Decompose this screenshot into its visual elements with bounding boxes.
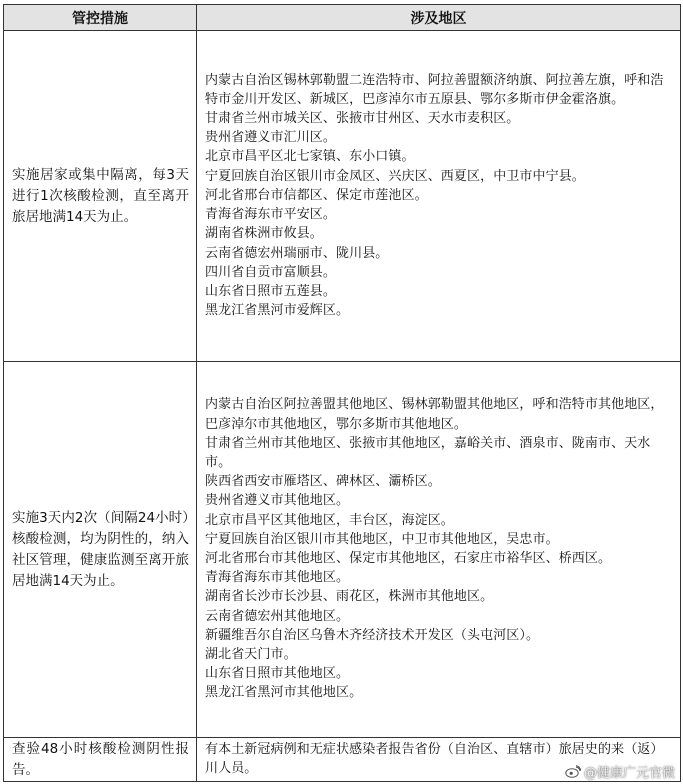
area-line: 宁夏回族自治区银川市金凤区、兴庆区、西夏区，中卫市中宁县。 bbox=[205, 168, 585, 184]
area-line: 青海省海东市平安区。 bbox=[205, 207, 337, 223]
area-line: 河北省邢台市信都区、保定市莲池区。 bbox=[205, 187, 428, 203]
watermark-text: @健康广元官微 bbox=[583, 766, 675, 781]
area-line: 新疆维吾尔自治区乌鲁木齐经济技术开发区（头屯河区）。 bbox=[205, 627, 540, 643]
area-line: 青海省海东市其他地区。 bbox=[205, 570, 350, 586]
area-line: 湖南省长沙市长沙县、雨花区，株洲市其他地区。 bbox=[205, 589, 494, 605]
table-header-row bbox=[4, 5, 681, 31]
watermark bbox=[565, 762, 675, 781]
area-line: 内蒙古自治区锡林郭勒盟二连浩特市、阿拉善盟额济纳旗、阿拉善左旗，呼和浩特市金川开发区、新城区，巴彦淖尔市五原县、鄂尔多斯市伊金霍洛旗。 bbox=[205, 72, 664, 107]
area-line: 黑龙江省黑河市爱辉区。 bbox=[205, 303, 350, 319]
area-line: 宁夏回族自治区银川市其他地区，中卫市其他地区，吴忠市。 bbox=[205, 531, 559, 547]
area-line: 湖北省天门市。 bbox=[205, 647, 297, 663]
area-line: 山东省日照市其他地区。 bbox=[205, 666, 350, 682]
area-line: 甘肃省兰州市其他地区、张掖市其他地区，嘉峪关市、酒泉市、陇南市、天水市。 bbox=[205, 435, 651, 470]
area-line: 陕西省西安市雁塔区、碑林区、灞桥区。 bbox=[205, 474, 441, 490]
area-line: 有本土新冠病例和无症状感染者报告省份（自治区、直辖市）旅居史的来（返）川人员。 bbox=[205, 742, 664, 777]
area-line: 云南省德宏州其他地区。 bbox=[205, 608, 350, 624]
area-line: 云南省德宏州瑞丽市、陇川县。 bbox=[205, 245, 389, 261]
measure-cell: 查验48小时核酸检测阴性报告。 bbox=[4, 738, 197, 782]
measure-cell: 实施3天内2次（间隔24小时）核酸检测，均为阴性的，纳入社区管理，健康监测至离开旅居地满14天为止。 bbox=[4, 362, 197, 738]
area-line: 内蒙古自治区阿拉善盟其他地区、锡林郭勒盟其他地区，呼和浩特市其他地区，巴彦淖尔市其他地区，鄂尔多斯市其他地区。 bbox=[205, 397, 664, 432]
areas-cell bbox=[197, 31, 681, 362]
area-line: 黑龙江省黑河市其他地区。 bbox=[205, 685, 363, 701]
header-areas: 涉及地区 bbox=[197, 5, 681, 31]
table-row bbox=[4, 31, 681, 362]
area-line: 贵州省遵义市其他地区。 bbox=[205, 493, 350, 509]
table-row bbox=[4, 362, 681, 738]
weibo-icon bbox=[565, 765, 581, 778]
measure-cell: 实施居家或集中隔离，每3天进行1次核酸检测，直至离开旅居地满14天为止。 bbox=[4, 31, 197, 362]
area-line: 河北省邢台市其他地区、保定市其他地区，石家庄市裕华区、桥西区。 bbox=[205, 551, 612, 566]
area-line: 北京市昌平区其他地区，丰台区，海淀区。 bbox=[205, 512, 454, 528]
area-line: 山东省日照市五莲县。 bbox=[205, 283, 337, 299]
header-measures: 管控措施 bbox=[4, 5, 197, 31]
area-line: 贵州省遵义市汇川区。 bbox=[205, 130, 337, 146]
areas-cell bbox=[197, 362, 681, 738]
area-line: 甘肃省兰州市城关区、张掖市甘州区、天水市麦积区。 bbox=[205, 111, 520, 127]
area-line: 四川省自贡市富顺县。 bbox=[205, 264, 337, 280]
area-line: 湖南省株洲市攸县。 bbox=[205, 226, 323, 242]
control-measures-table bbox=[3, 4, 681, 782]
area-line: 北京市昌平区北七家镇、东小口镇。 bbox=[205, 149, 415, 165]
